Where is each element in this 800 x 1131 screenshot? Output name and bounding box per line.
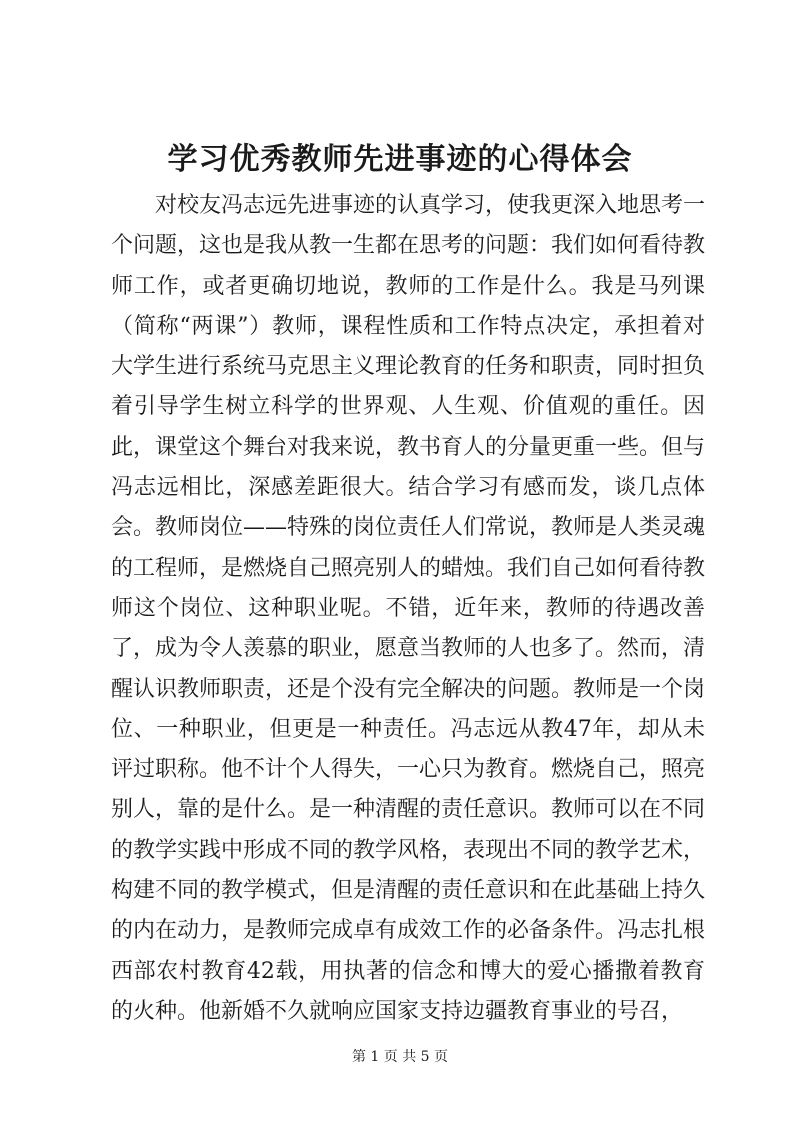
- document-body-paragraph: 对校友冯志远先进事迹的认真学习，使我更深入地思考一个问题，这也是我从教一生都在思考的问题：我们如何看待教师工作，或者更确切地说，教师的工作是什么。我是马列课（简称“两课”）教师，课程性质和工作特点决定，承担着对大学生进行系统马克思主义理论教育的任务和职责，同时担负着引导学生树立科学的世界观、人生观、价值观的重任。因此，课堂这个舞台对我来说，教书育人的分量更重一些。但与冯志远相比，深感差距很大。结合学习有感而发，谈几点体会。教师岗位——特殊的岗位责任人们常说，教师是人类灵魂的工程师，是燃烧自己照亮别人的蜡烛。我们自己如何看待教师这个岗位、这种职业呢。不错，近年来，教师的待遇改善了，成为令人羡慕的职业，愿意当教师的人也多了。然而，清醒认识教师职责，还是个没有完全解决的问题。教师是一个岗位、一种职业，但更是一种责任。冯志远从教47年，却从未评过职称。他不计个人得失，一心只为教育。燃烧自己，照亮别人，靠的是什么。是一种清醒的责任意识。教师可以在不同的教学实践中形成不同的教学风格，表现出不同的教学艺术，构建不同的教学模式，但是清醒的责任意识和在此基础上持久的内在动力，是教师完成卓有成效工作的必备条件。冯志扎根西部农村教育42载，用执著的信念和博大的爱心播撒着教育的火种。他新婚不久就响应国家支持边疆教育事业的号召，: [111, 193, 706, 1024]
- page-number-footer: 第 1 页 共 5 页: [351, 1049, 449, 1065]
- document-title: 学习优秀教师先进事迹的心得体会: [167, 142, 633, 177]
